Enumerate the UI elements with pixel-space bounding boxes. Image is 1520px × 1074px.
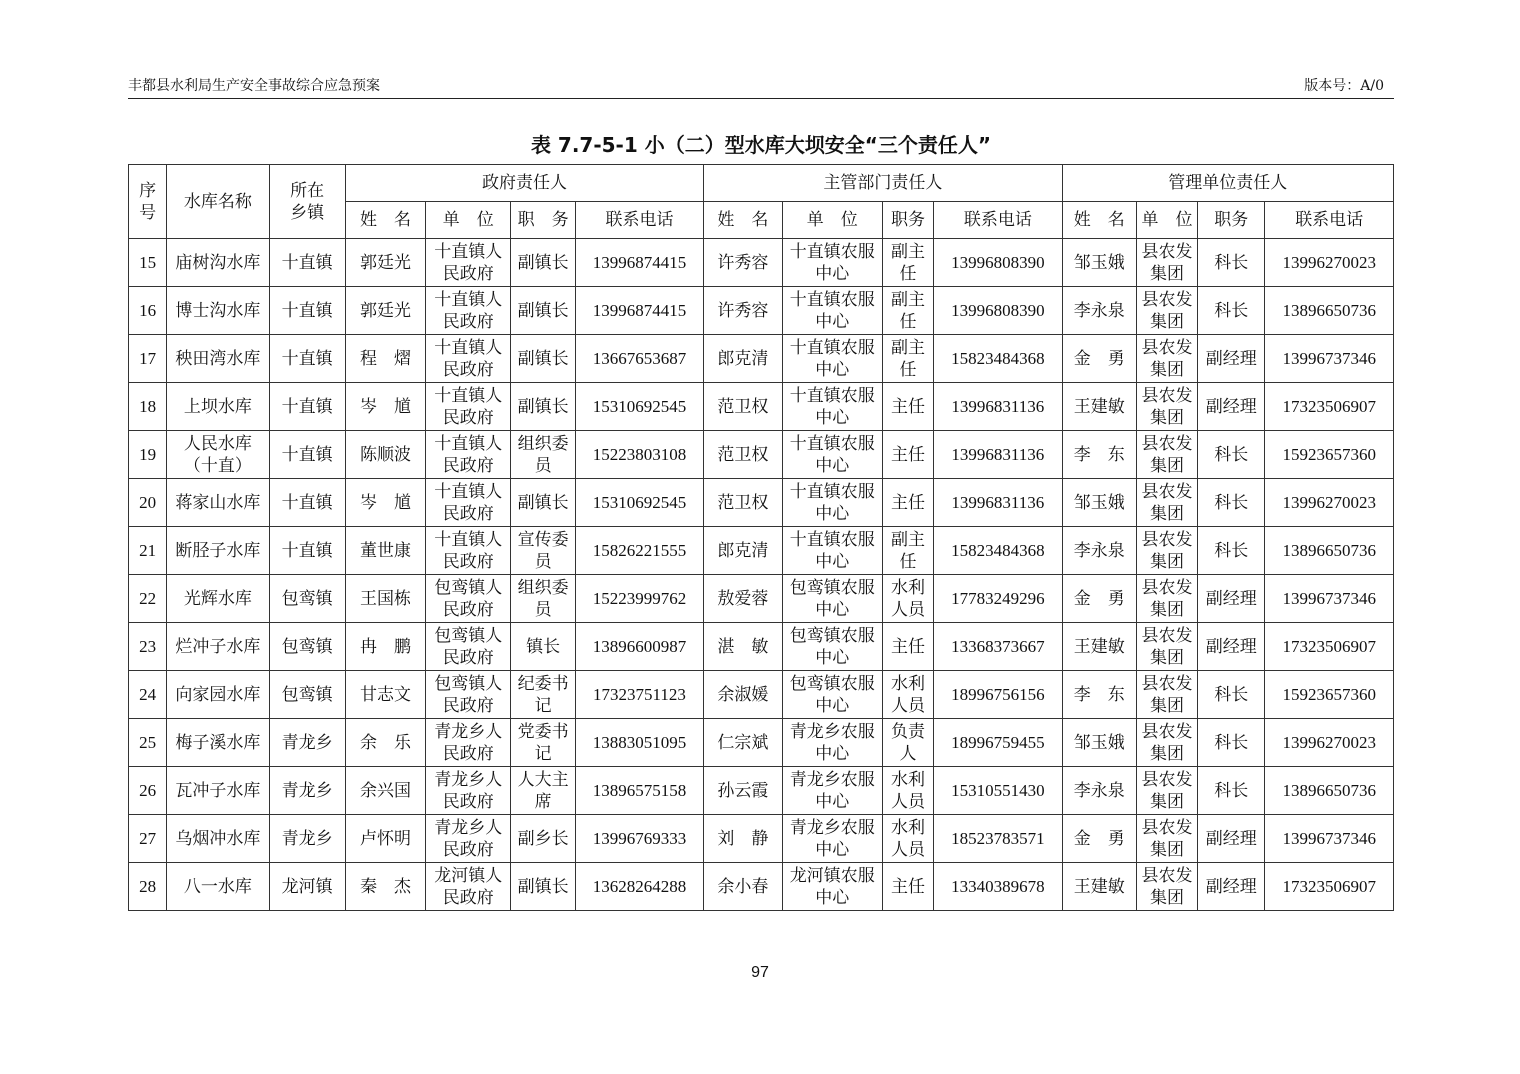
cell-mgmt-phone: 13896650736 xyxy=(1265,767,1394,815)
cell-seq: 23 xyxy=(129,623,167,671)
cell-mgmt-position: 科长 xyxy=(1198,719,1265,767)
cell-gov-phone: 13896575158 xyxy=(575,767,704,815)
cell-mgmt-phone: 17323506907 xyxy=(1265,623,1394,671)
cell-dept-position: 主任 xyxy=(882,383,933,431)
cell-gov-position: 副镇长 xyxy=(511,479,575,527)
page-header xyxy=(128,74,1394,99)
cell-seq: 26 xyxy=(129,767,167,815)
cell-gov-position: 组织委员 xyxy=(511,575,575,623)
table-row xyxy=(129,671,1394,719)
cell-mgmt-position: 科长 xyxy=(1198,479,1265,527)
cell-seq: 20 xyxy=(129,479,167,527)
cell-dept-unit: 十直镇农服中心 xyxy=(782,239,882,287)
cell-gov-name: 甘志文 xyxy=(345,671,425,719)
cell-gov-phone: 15223999762 xyxy=(575,575,704,623)
cell-reservoir: 向家园水库 xyxy=(167,671,269,719)
cell-mgmt-phone: 15923657360 xyxy=(1265,671,1394,719)
cell-dept-name: 余小春 xyxy=(704,863,782,911)
cell-dept-phone: 15823484368 xyxy=(934,527,1063,575)
cell-gov-name: 岑 馗 xyxy=(345,479,425,527)
cell-reservoir: 梅子溪水库 xyxy=(167,719,269,767)
cell-mgmt-unit: 县农发集团 xyxy=(1136,719,1197,767)
cell-mgmt-phone: 13996270023 xyxy=(1265,719,1394,767)
cell-town: 青龙乡 xyxy=(269,767,345,815)
cell-gov-name: 郭廷光 xyxy=(345,239,425,287)
cell-mgmt-unit: 县农发集团 xyxy=(1136,815,1197,863)
cell-dept-name: 范卫权 xyxy=(704,431,782,479)
cell-dept-phone: 13996808390 xyxy=(934,239,1063,287)
cell-mgmt-position: 副经理 xyxy=(1198,383,1265,431)
cell-gov-name: 冉 鹏 xyxy=(345,623,425,671)
cell-mgmt-unit: 县农发集团 xyxy=(1136,239,1197,287)
cell-dept-name: 郎克清 xyxy=(704,527,782,575)
table-row xyxy=(129,479,1394,527)
cell-gov-name: 岑 馗 xyxy=(345,383,425,431)
cell-town: 青龙乡 xyxy=(269,815,345,863)
cell-gov-name: 郭廷光 xyxy=(345,287,425,335)
cell-gov-name: 董世康 xyxy=(345,527,425,575)
cell-mgmt-phone: 13996737346 xyxy=(1265,575,1394,623)
table-row xyxy=(129,623,1394,671)
cell-mgmt-position: 副经理 xyxy=(1198,623,1265,671)
cell-mgmt-unit: 县农发集团 xyxy=(1136,335,1197,383)
cell-seq: 22 xyxy=(129,575,167,623)
cell-mgmt-name: 李永泉 xyxy=(1062,287,1136,335)
cell-dept-name: 孙云霞 xyxy=(704,767,782,815)
table-row xyxy=(129,527,1394,575)
cell-dept-unit: 包鸾镇农服中心 xyxy=(782,671,882,719)
cell-seq: 24 xyxy=(129,671,167,719)
cell-town: 龙河镇 xyxy=(269,863,345,911)
cell-dept-unit: 十直镇农服中心 xyxy=(782,383,882,431)
table-row xyxy=(129,431,1394,479)
cell-mgmt-position: 副经理 xyxy=(1198,863,1265,911)
table-row xyxy=(129,383,1394,431)
cell-reservoir: 乌烟冲水库 xyxy=(167,815,269,863)
cell-mgmt-unit: 县农发集团 xyxy=(1136,671,1197,719)
cell-dept-name: 许秀容 xyxy=(704,287,782,335)
cell-gov-unit: 十直镇人民政府 xyxy=(426,335,511,383)
cell-gov-position: 宣传委员 xyxy=(511,527,575,575)
cell-mgmt-unit: 县农发集团 xyxy=(1136,383,1197,431)
cell-dept-unit: 青龙乡农服中心 xyxy=(782,719,882,767)
cell-dept-position: 主任 xyxy=(882,863,933,911)
cell-seq: 16 xyxy=(129,287,167,335)
cell-gov-name: 王国栋 xyxy=(345,575,425,623)
header-dept-name: 姓 名 xyxy=(704,202,782,239)
cell-mgmt-unit: 县农发集团 xyxy=(1136,575,1197,623)
cell-dept-position: 副主任 xyxy=(882,239,933,287)
cell-seq: 15 xyxy=(129,239,167,287)
header-dept-position: 职务 xyxy=(882,202,933,239)
cell-reservoir: 蒋家山水库 xyxy=(167,479,269,527)
cell-gov-name: 余 乐 xyxy=(345,719,425,767)
cell-reservoir: 断胫子水库 xyxy=(167,527,269,575)
cell-town: 十直镇 xyxy=(269,287,345,335)
cell-mgmt-position: 科长 xyxy=(1198,431,1265,479)
cell-mgmt-position: 科长 xyxy=(1198,239,1265,287)
header-gov-group: 政府责任人 xyxy=(345,165,703,202)
cell-mgmt-name: 王建敏 xyxy=(1062,383,1136,431)
cell-seq: 17 xyxy=(129,335,167,383)
cell-gov-unit: 十直镇人民政府 xyxy=(426,527,511,575)
cell-gov-position: 副镇长 xyxy=(511,239,575,287)
cell-mgmt-unit: 县农发集团 xyxy=(1136,527,1197,575)
cell-seq: 28 xyxy=(129,863,167,911)
header-gov-phone: 联系电话 xyxy=(575,202,704,239)
cell-gov-name: 余兴国 xyxy=(345,767,425,815)
header-dept-unit: 单 位 xyxy=(782,202,882,239)
header-mgmt-name: 姓 名 xyxy=(1062,202,1136,239)
cell-gov-name: 卢怀明 xyxy=(345,815,425,863)
cell-gov-phone: 15310692545 xyxy=(575,383,704,431)
cell-mgmt-name: 金 勇 xyxy=(1062,575,1136,623)
header-reservoir: 水库名称 xyxy=(167,165,269,239)
cell-dept-position: 主任 xyxy=(882,431,933,479)
header-mgmt-phone: 联系电话 xyxy=(1265,202,1394,239)
cell-town: 十直镇 xyxy=(269,479,345,527)
cell-gov-unit: 十直镇人民政府 xyxy=(426,383,511,431)
cell-mgmt-position: 副经理 xyxy=(1198,335,1265,383)
header-town: 所在乡镇 xyxy=(269,165,345,239)
cell-reservoir: 博士沟水库 xyxy=(167,287,269,335)
header-gov-name: 姓 名 xyxy=(345,202,425,239)
cell-dept-unit: 十直镇农服中心 xyxy=(782,335,882,383)
cell-dept-position: 副主任 xyxy=(882,335,933,383)
cell-dept-position: 水利人员 xyxy=(882,767,933,815)
cell-seq: 27 xyxy=(129,815,167,863)
table-row xyxy=(129,287,1394,335)
cell-seq: 18 xyxy=(129,383,167,431)
cell-dept-position: 水利人员 xyxy=(882,815,933,863)
header-dept-group: 主管部门责任人 xyxy=(704,165,1062,202)
cell-mgmt-unit: 县农发集团 xyxy=(1136,479,1197,527)
cell-mgmt-name: 李永泉 xyxy=(1062,767,1136,815)
cell-gov-unit: 青龙乡人民政府 xyxy=(426,719,511,767)
cell-dept-phone: 13368373667 xyxy=(934,623,1063,671)
cell-mgmt-unit: 县农发集团 xyxy=(1136,431,1197,479)
cell-mgmt-position: 副经理 xyxy=(1198,815,1265,863)
cell-gov-phone: 15223803108 xyxy=(575,431,704,479)
header-seq: 序号 xyxy=(129,165,167,239)
cell-dept-name: 许秀容 xyxy=(704,239,782,287)
cell-gov-position: 副镇长 xyxy=(511,287,575,335)
cell-mgmt-unit: 县农发集团 xyxy=(1136,623,1197,671)
cell-town: 十直镇 xyxy=(269,431,345,479)
cell-town: 包鸾镇 xyxy=(269,671,345,719)
cell-dept-unit: 青龙乡农服中心 xyxy=(782,767,882,815)
cell-mgmt-position: 科长 xyxy=(1198,671,1265,719)
cell-reservoir: 庙树沟水库 xyxy=(167,239,269,287)
cell-reservoir: 光辉水库 xyxy=(167,575,269,623)
cell-town: 十直镇 xyxy=(269,239,345,287)
table-row xyxy=(129,815,1394,863)
cell-gov-position: 党委书记 xyxy=(511,719,575,767)
cell-dept-position: 副主任 xyxy=(882,527,933,575)
cell-dept-position: 水利人员 xyxy=(882,575,933,623)
cell-gov-position: 人大主席 xyxy=(511,767,575,815)
cell-gov-phone: 13896600987 xyxy=(575,623,704,671)
cell-mgmt-position: 副经理 xyxy=(1198,575,1265,623)
cell-seq: 19 xyxy=(129,431,167,479)
cell-dept-unit: 包鸾镇农服中心 xyxy=(782,623,882,671)
cell-dept-unit: 十直镇农服中心 xyxy=(782,527,882,575)
cell-dept-phone: 13340389678 xyxy=(934,863,1063,911)
table-row xyxy=(129,239,1394,287)
cell-gov-unit: 十直镇人民政府 xyxy=(426,287,511,335)
cell-dept-phone: 15823484368 xyxy=(934,335,1063,383)
cell-reservoir: 人民水库（十直） xyxy=(167,431,269,479)
cell-dept-position: 水利人员 xyxy=(882,671,933,719)
cell-dept-unit: 青龙乡农服中心 xyxy=(782,815,882,863)
cell-town: 包鸾镇 xyxy=(269,623,345,671)
cell-mgmt-name: 李 东 xyxy=(1062,671,1136,719)
cell-gov-unit: 包鸾镇人民政府 xyxy=(426,671,511,719)
cell-dept-position: 主任 xyxy=(882,623,933,671)
cell-mgmt-position: 科长 xyxy=(1198,767,1265,815)
cell-dept-unit: 龙河镇农服中心 xyxy=(782,863,882,911)
table-body xyxy=(129,239,1394,911)
cell-gov-position: 镇长 xyxy=(511,623,575,671)
cell-mgmt-phone: 17323506907 xyxy=(1265,383,1394,431)
document-title: 丰都县水利局生产安全事故综合应急预案 xyxy=(128,78,380,94)
cell-mgmt-unit: 县农发集团 xyxy=(1136,863,1197,911)
cell-gov-unit: 青龙乡人民政府 xyxy=(426,767,511,815)
cell-dept-unit: 十直镇农服中心 xyxy=(782,287,882,335)
header-dept-phone: 联系电话 xyxy=(934,202,1063,239)
cell-dept-position: 副主任 xyxy=(882,287,933,335)
cell-dept-phone: 18996756156 xyxy=(934,671,1063,719)
cell-mgmt-position: 科长 xyxy=(1198,527,1265,575)
cell-gov-position: 纪委书记 xyxy=(511,671,575,719)
version-label: 版本号：A/0 xyxy=(1304,78,1384,94)
cell-gov-position: 副镇长 xyxy=(511,335,575,383)
cell-dept-unit: 包鸾镇农服中心 xyxy=(782,575,882,623)
cell-dept-name: 仁宗斌 xyxy=(704,719,782,767)
table-title: 表 7.7-5-1 小（二）型水库大坝安全“三个责任人” xyxy=(530,133,992,157)
cell-town: 十直镇 xyxy=(269,527,345,575)
cell-mgmt-phone: 13896650736 xyxy=(1265,287,1394,335)
cell-gov-phone: 13996874415 xyxy=(575,239,704,287)
cell-gov-phone: 13996769333 xyxy=(575,815,704,863)
cell-gov-position: 组织委员 xyxy=(511,431,575,479)
cell-gov-phone: 13996874415 xyxy=(575,287,704,335)
cell-dept-unit: 十直镇农服中心 xyxy=(782,479,882,527)
cell-reservoir: 秧田湾水库 xyxy=(167,335,269,383)
header-gov-position: 职 务 xyxy=(511,202,575,239)
cell-gov-phone: 17323751123 xyxy=(575,671,704,719)
cell-gov-name: 陈顺波 xyxy=(345,431,425,479)
responsibility-table xyxy=(128,164,1394,911)
cell-dept-phone: 18523783571 xyxy=(934,815,1063,863)
cell-mgmt-position: 科长 xyxy=(1198,287,1265,335)
cell-mgmt-phone: 15923657360 xyxy=(1265,431,1394,479)
header-mgmt-unit: 单 位 xyxy=(1136,202,1197,239)
cell-dept-name: 范卫权 xyxy=(704,479,782,527)
cell-gov-phone: 15310692545 xyxy=(575,479,704,527)
cell-dept-position: 负责人 xyxy=(882,719,933,767)
cell-town: 十直镇 xyxy=(269,335,345,383)
cell-gov-unit: 青龙乡人民政府 xyxy=(426,815,511,863)
cell-dept-position: 主任 xyxy=(882,479,933,527)
cell-dept-phone: 13996831136 xyxy=(934,431,1063,479)
cell-gov-position: 副镇长 xyxy=(511,863,575,911)
cell-gov-unit: 十直镇人民政府 xyxy=(426,239,511,287)
cell-mgmt-phone: 13996737346 xyxy=(1265,815,1394,863)
cell-dept-name: 湛 敏 xyxy=(704,623,782,671)
table-row xyxy=(129,719,1394,767)
cell-mgmt-name: 邹玉娥 xyxy=(1062,239,1136,287)
cell-seq: 25 xyxy=(129,719,167,767)
cell-mgmt-phone: 13996270023 xyxy=(1265,239,1394,287)
cell-dept-phone: 13996831136 xyxy=(934,479,1063,527)
cell-gov-unit: 龙河镇人民政府 xyxy=(426,863,511,911)
cell-seq: 21 xyxy=(129,527,167,575)
cell-dept-name: 郎克清 xyxy=(704,335,782,383)
cell-dept-phone: 13996831136 xyxy=(934,383,1063,431)
cell-mgmt-phone: 13996270023 xyxy=(1265,479,1394,527)
cell-mgmt-unit: 县农发集团 xyxy=(1136,767,1197,815)
cell-dept-unit: 十直镇农服中心 xyxy=(782,431,882,479)
table-row xyxy=(129,767,1394,815)
cell-gov-position: 副镇长 xyxy=(511,383,575,431)
cell-reservoir: 上坝水库 xyxy=(167,383,269,431)
cell-gov-unit: 十直镇人民政府 xyxy=(426,431,511,479)
cell-town: 青龙乡 xyxy=(269,719,345,767)
cell-mgmt-name: 王建敏 xyxy=(1062,623,1136,671)
cell-reservoir: 烂冲子水库 xyxy=(167,623,269,671)
cell-reservoir: 八一水库 xyxy=(167,863,269,911)
cell-mgmt-name: 王建敏 xyxy=(1062,863,1136,911)
table-row xyxy=(129,575,1394,623)
cell-gov-unit: 包鸾镇人民政府 xyxy=(426,623,511,671)
cell-dept-phone: 13996808390 xyxy=(934,287,1063,335)
cell-dept-phone: 18996759455 xyxy=(934,719,1063,767)
cell-gov-name: 秦 杰 xyxy=(345,863,425,911)
cell-mgmt-name: 金 勇 xyxy=(1062,335,1136,383)
cell-dept-phone: 17783249296 xyxy=(934,575,1063,623)
cell-gov-phone: 13883051095 xyxy=(575,719,704,767)
cell-mgmt-name: 李永泉 xyxy=(1062,527,1136,575)
cell-gov-unit: 十直镇人民政府 xyxy=(426,479,511,527)
table-row xyxy=(129,335,1394,383)
cell-dept-phone: 15310551430 xyxy=(934,767,1063,815)
cell-gov-phone: 15826221555 xyxy=(575,527,704,575)
cell-town: 十直镇 xyxy=(269,383,345,431)
page-number: 97 xyxy=(751,964,769,981)
cell-gov-position: 副乡长 xyxy=(511,815,575,863)
cell-mgmt-phone: 13896650736 xyxy=(1265,527,1394,575)
header-gov-unit: 单 位 xyxy=(426,202,511,239)
cell-dept-name: 敖爱蓉 xyxy=(704,575,782,623)
cell-reservoir: 瓦冲子水库 xyxy=(167,767,269,815)
cell-mgmt-name: 李 东 xyxy=(1062,431,1136,479)
cell-dept-name: 余淑媛 xyxy=(704,671,782,719)
cell-gov-name: 程 熠 xyxy=(345,335,425,383)
cell-mgmt-name: 邹玉娥 xyxy=(1062,479,1136,527)
cell-mgmt-phone: 17323506907 xyxy=(1265,863,1394,911)
cell-mgmt-name: 金 勇 xyxy=(1062,815,1136,863)
cell-mgmt-name: 邹玉娥 xyxy=(1062,719,1136,767)
header-mgmt-group: 管理单位责任人 xyxy=(1062,165,1393,202)
cell-gov-phone: 13628264288 xyxy=(575,863,704,911)
cell-mgmt-unit: 县农发集团 xyxy=(1136,287,1197,335)
table-row xyxy=(129,863,1394,911)
cell-town: 包鸾镇 xyxy=(269,575,345,623)
cell-dept-name: 范卫权 xyxy=(704,383,782,431)
cell-gov-phone: 13667653687 xyxy=(575,335,704,383)
cell-dept-name: 刘 静 xyxy=(704,815,782,863)
header-mgmt-position: 职务 xyxy=(1198,202,1265,239)
cell-mgmt-phone: 13996737346 xyxy=(1265,335,1394,383)
cell-gov-unit: 包鸾镇人民政府 xyxy=(426,575,511,623)
